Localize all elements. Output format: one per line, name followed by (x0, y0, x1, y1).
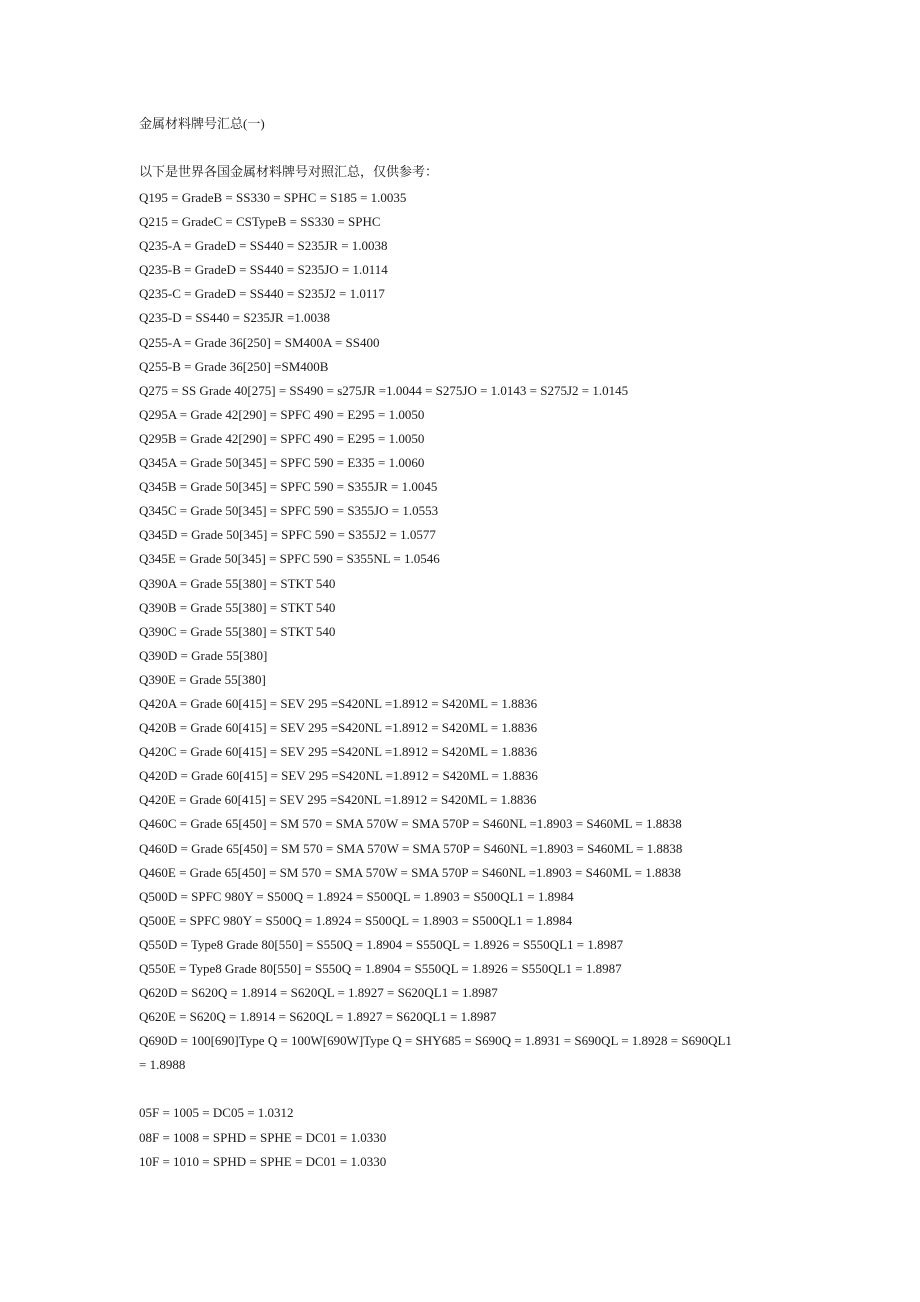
grade-line: Q235-A = GradeD = SS440 = S235JR = 1.0038 (139, 238, 388, 254)
grade-line: Q420E = Grade 60[415] = SEV 295 =S420NL =1.8912 = S420ML = 1.8836 (139, 792, 537, 808)
grade-line: Q235-C = GradeD = SS440 = S235J2 = 1.0117 (139, 286, 385, 302)
grade-line: Q195 = GradeB = SS330 = SPHC = S185 = 1.0035 (139, 190, 407, 205)
section-gap (139, 1077, 789, 1101)
grade-line: Q420C = Grade 60[415] = SEV 295 =S420NL =1.8912 = S420ML = 1.8836 (139, 744, 538, 760)
grade-line: Q550D = Type8 Grade 80[550] = S550Q = 1.8904 = S550QL = 1.8926 = S550QL1 = 1.8987 (139, 936, 624, 952)
grade-line: Q500E = SPFC 980Y = S500Q = 1.8924 = S500QL = 1.8903 = S500QL1 = 1.8984 (139, 912, 573, 928)
grade-line: Q235-D = SS440 = S235JR =1.0038 (139, 310, 331, 326)
grade-line: Q420A = Grade 60[415] = SEV 295 =S420NL =1.8912 = S420ML = 1.8836 (139, 695, 538, 711)
grade-line: Q420D = Grade 60[415] = SEV 295 =S420NL =1.8912 = S420ML = 1.8836 (139, 768, 538, 784)
grade-line: Q345B = Grade 50[345] = SPFC 590 = S355JR = 1.0045 (139, 479, 438, 495)
grade-line: Q295B = Grade 42[290] = SPFC 490 = E295 = 1.0050 (139, 430, 425, 446)
grade-line-q690-continued: = 1.8988 (139, 1057, 186, 1073)
document-page (139, 114, 789, 1174)
grade-line: Q295A = Grade 42[290] = SPFC 490 = E295 = 1.0050 (139, 406, 425, 422)
f-grade-list (139, 1101, 789, 1173)
intro-text: 以下是世界各国金属材料牌号对照汇总，仅供参考： (139, 164, 439, 179)
grade-line: Q345A = Grade 50[345] = SPFC 590 = E335 = 1.0060 (139, 455, 425, 471)
grade-line: Q345D = Grade 50[345] = SPFC 590 = S355J2 = 1.0577 (139, 527, 436, 543)
grade-line-q690: Q690D = 100[690]Type Q = 100W[690W]Type Q = SHY685 = S690Q = 1.8931 = S690QL = 1.8928 = S690QL1 (139, 1033, 732, 1049)
grade-line: Q500D = SPFC 980Y = S500Q = 1.8924 = S500QL = 1.8903 = S500QL1 = 1.8984 (139, 888, 574, 904)
grade-line: Q620D = S620Q = 1.8914 = S620QL = 1.8927 = S620QL1 = 1.8987 (139, 985, 498, 1001)
q-grade-list (139, 186, 789, 1077)
grade-line: Q275 = SS Grade 40[275] = SS490 = s275JR =1.0044 = S275JO = 1.0143 = S275J2 = 1.0145 (139, 382, 629, 398)
grade-line: 08F = 1008 = SPHD = SPHE = DC01 = 1.0330 (139, 1129, 387, 1145)
grade-line: Q390E = Grade 55[380] (139, 671, 266, 687)
grade-line: Q420B = Grade 60[415] = SEV 295 =S420NL =1.8912 = S420ML = 1.8836 (139, 720, 538, 736)
grade-line: 05F = 1005 = DC05 = 1.0312 (139, 1105, 294, 1121)
grade-line: Q460E = Grade 65[450] = SM 570 = SMA 570W = SMA 570P = S460NL =1.8903 = S460ML = 1.8838 (139, 864, 681, 880)
grade-line: Q390B = Grade 55[380] = STKT 540 (139, 599, 336, 615)
grade-line: Q215 = GradeC = CSTypeB = SS330 = SPHC (139, 214, 381, 230)
grade-line: Q345C = Grade 50[345] = SPFC 590 = S355JO = 1.0553 (139, 503, 439, 519)
grade-line: Q390A = Grade 55[380] = STKT 540 (139, 575, 336, 591)
grade-line: 10F = 1010 = SPHD = SPHE = DC01 = 1.0330 (139, 1153, 387, 1169)
grade-line: Q255-A = Grade 36[250] = SM400A = SS400 (139, 334, 380, 350)
grade-line: Q620E = S620Q = 1.8914 = S620QL = 1.8927 = S620QL1 = 1.8987 (139, 1009, 497, 1025)
grade-line: Q550E = Type8 Grade 80[550] = S550Q = 1.8904 = S550QL = 1.8926 = S550QL1 = 1.8987 (139, 961, 622, 976)
grade-line: Q235-B = GradeD = SS440 = S235JO = 1.0114 (139, 262, 388, 278)
grade-line: Q460C = Grade 65[450] = SM 570 = SMA 570W = SMA 570P = S460NL =1.8903 = S460ML = 1.8838 (139, 816, 682, 832)
document-title: 金属材料牌号汇总(一) (139, 116, 265, 131)
grade-line: Q460D = Grade 65[450] = SM 570 = SMA 570W = SMA 570P = S460NL =1.8903 = S460ML = 1.8838 (139, 840, 683, 856)
grade-line: Q390D = Grade 55[380] (139, 647, 268, 663)
grade-line: Q255-B = Grade 36[250] =SM400B (139, 358, 329, 374)
grade-line: Q390C = Grade 55[380] = STKT 540 (139, 623, 336, 639)
grade-line: Q345E = Grade 50[345] = SPFC 590 = S355NL = 1.0546 (139, 551, 440, 567)
